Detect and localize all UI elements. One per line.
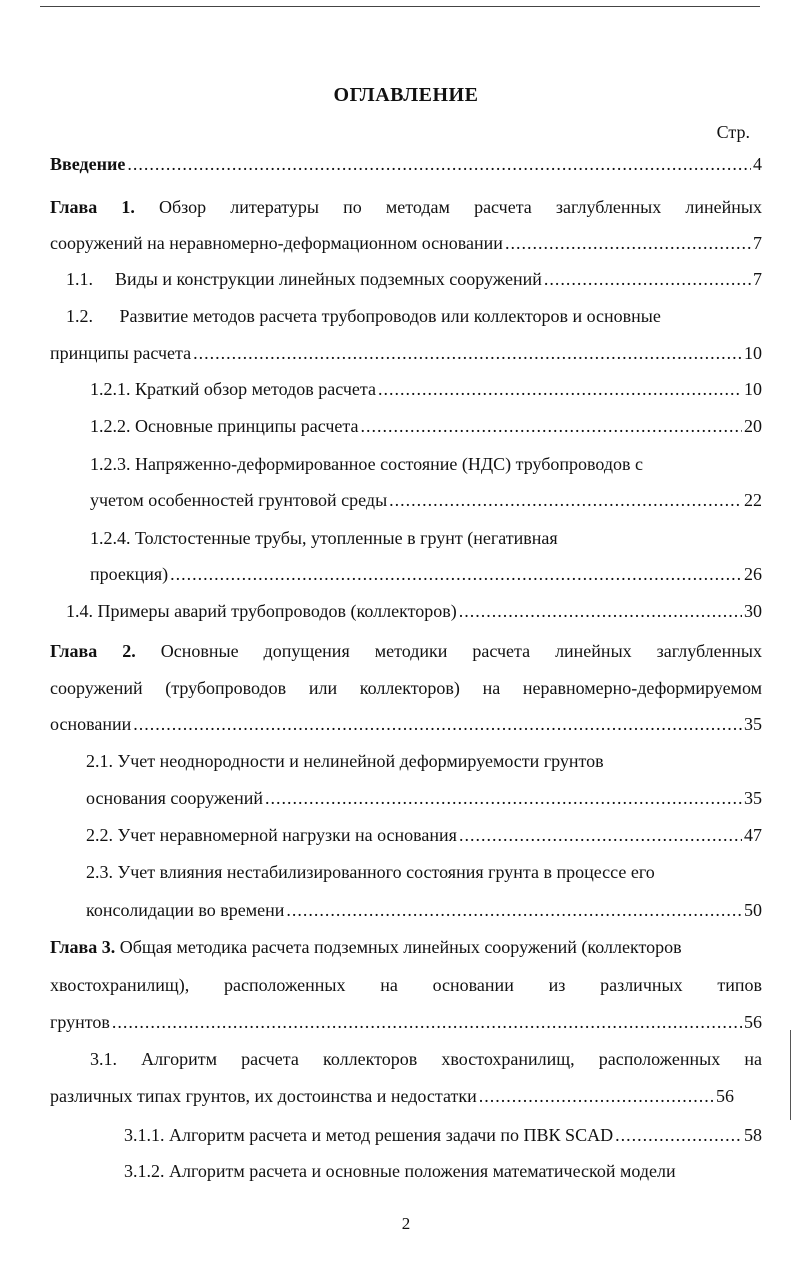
toc-page-num: 35	[744, 788, 762, 808]
toc-entry-2-1-line2	[86, 787, 762, 809]
page-column-label: Стр.	[716, 122, 750, 142]
toc-entry-ch2-line2	[50, 677, 762, 699]
toc-entry-3-1-2	[124, 1160, 762, 1182]
toc-entry-1-2-2	[90, 415, 762, 437]
toc-text: 2.1. Учет неоднородности и нелинейной деформируемости грунтов	[86, 751, 604, 771]
leader-dots	[286, 899, 742, 921]
toc-text: консолидации во времени	[86, 900, 285, 920]
toc-text: основании	[50, 714, 132, 734]
toc-entry-ch2-line1	[50, 640, 762, 662]
toc-page-num: 10	[744, 343, 762, 363]
toc-page-num: 20	[744, 416, 762, 436]
page-number: 2	[401, 1214, 411, 1233]
leader-dots	[360, 415, 742, 437]
leader-dots	[615, 1124, 742, 1146]
leader-dots	[459, 600, 742, 622]
toc-text: хвостохранилищ), расположенных на основании из различных типов	[50, 975, 762, 995]
toc-text: Виды и конструкции линейных подземных сооружений	[115, 269, 542, 289]
toc-page-num: 26	[744, 564, 762, 584]
leader-dots	[193, 342, 742, 364]
chapter-label: Глава 2.	[50, 641, 136, 661]
chapter-label: Глава 3.	[50, 937, 116, 957]
toc-page-num: 35	[744, 714, 762, 734]
leader-dots	[479, 1085, 714, 1107]
toc-entry-1-2-line2	[50, 342, 762, 364]
toc-text: 2.3. Учет влияния нестабилизированного состояния грунта в процессе его	[86, 862, 655, 882]
toc-entry-2-3-line2	[86, 899, 762, 921]
toc-entry-1-2-3-line2	[90, 489, 762, 511]
toc-entry-1-4	[66, 600, 762, 622]
chapter-label: Глава 1.	[50, 197, 135, 217]
toc-text: сооружений на неравномерно-деформационном основании	[50, 233, 503, 253]
toc-text: Общая методика расчета подземных линейных сооружений (коллекторов	[119, 937, 682, 957]
toc-entry-ch3-line1	[50, 936, 762, 958]
toc-page-num: 10	[744, 379, 762, 399]
section-num: 1.1.	[66, 269, 93, 289]
toc-entry-2-3-line1	[86, 861, 762, 883]
leader-dots	[127, 153, 751, 175]
toc-entry-1-2-3-line1	[90, 453, 762, 475]
toc-entry-3-1-1	[124, 1124, 762, 1146]
toc-text: сооружений (трубопроводов или коллекторов) на неравномерно-деформируемом	[50, 678, 762, 698]
toc-page-num: 50	[744, 900, 762, 920]
toc-text: Обзор литературы по методам расчета заглубленных линейных	[159, 197, 763, 217]
leader-dots	[378, 378, 742, 400]
toc-text: 1.4. Примеры аварий трубопроводов (коллекторов)	[66, 601, 457, 621]
toc-entry-ch2-line3	[50, 713, 762, 735]
toc-text: грунтов	[50, 1012, 110, 1032]
toc-entry-2-1-line1	[86, 750, 762, 772]
toc-text: основания сооружений	[86, 788, 263, 808]
margin-rule	[790, 1030, 791, 1120]
toc-text: 1.2.3. Напряженно-деформированное состояние (НДС) трубопроводов с	[90, 454, 644, 474]
toc-entry-3-1-line1	[90, 1048, 762, 1070]
toc-label: Введение	[50, 154, 126, 174]
toc-page-num: 56	[744, 1012, 762, 1032]
toc-page-num: 22	[744, 490, 762, 510]
toc-page-num: 30	[744, 601, 762, 621]
toc-text: Развитие методов расчета трубопроводов или коллекторов и основные	[119, 306, 661, 326]
leader-dots	[389, 489, 742, 511]
toc-page-num: 7	[753, 269, 762, 289]
toc-text: 1.2.2. Основные принципы расчета	[90, 416, 359, 436]
toc-text: Основные допущения методики расчета линейных заглубленных	[160, 641, 762, 661]
leader-dots	[133, 713, 742, 735]
toc-text: 3.1.2. Алгоритм расчета и основные положения математической модели	[124, 1161, 676, 1181]
toc-entry-1-2-4-line1	[90, 527, 762, 549]
toc-entry-ch1-line2	[50, 232, 762, 254]
leader-dots	[265, 787, 742, 809]
leader-dots	[112, 1011, 742, 1033]
toc-text: различных типах грунтов, их достоинства и недостатки	[50, 1086, 477, 1106]
toc-text: 3.1.1. Алгоритм расчета и метод решения задачи по ПВК SCAD	[124, 1125, 614, 1145]
toc-page-num: 58	[744, 1125, 762, 1145]
leader-dots	[459, 824, 742, 846]
toc-entry-1-2-line1	[66, 305, 762, 327]
leader-dots	[505, 232, 751, 254]
section-num: 1.2.	[66, 306, 93, 326]
toc-text: 3.1. Алгоритм расчета коллекторов хвостохранилищ, расположенных на	[90, 1049, 762, 1069]
toc-entry-ch3-line2	[50, 974, 762, 996]
toc-text: 2.2. Учет неравномерной нагрузки на основания	[86, 825, 457, 845]
toc-entry-1-2-4-line2	[90, 563, 762, 585]
toc-entry-ch3-line3	[50, 1011, 762, 1033]
toc-text: 1.2.1. Краткий обзор методов расчета	[90, 379, 376, 399]
toc-page-num: 56	[716, 1086, 734, 1106]
top-rule	[40, 6, 760, 7]
toc-entry-ch1-line1	[50, 196, 762, 218]
toc-page-num: 7	[753, 233, 762, 253]
toc-entry-1-2-1	[90, 378, 762, 400]
toc-entry-intro	[50, 153, 762, 175]
toc-text: учетом особенностей грунтовой среды	[90, 490, 388, 510]
toc-text: принципы расчета	[50, 343, 192, 363]
toc-entry-3-1-line2	[50, 1085, 734, 1107]
page-title: ОГЛАВЛЕНИЕ	[333, 84, 479, 106]
toc-text: проекция)	[90, 564, 169, 584]
toc-page-num: 4	[753, 154, 762, 174]
toc-page-num: 47	[744, 825, 762, 845]
toc-entry-1-1	[66, 268, 762, 290]
toc-entry-2-2	[86, 824, 762, 846]
leader-dots	[544, 268, 751, 290]
leader-dots	[170, 563, 742, 585]
toc-text: 1.2.4. Толстостенные трубы, утопленные в грунт (негативная	[90, 528, 558, 548]
